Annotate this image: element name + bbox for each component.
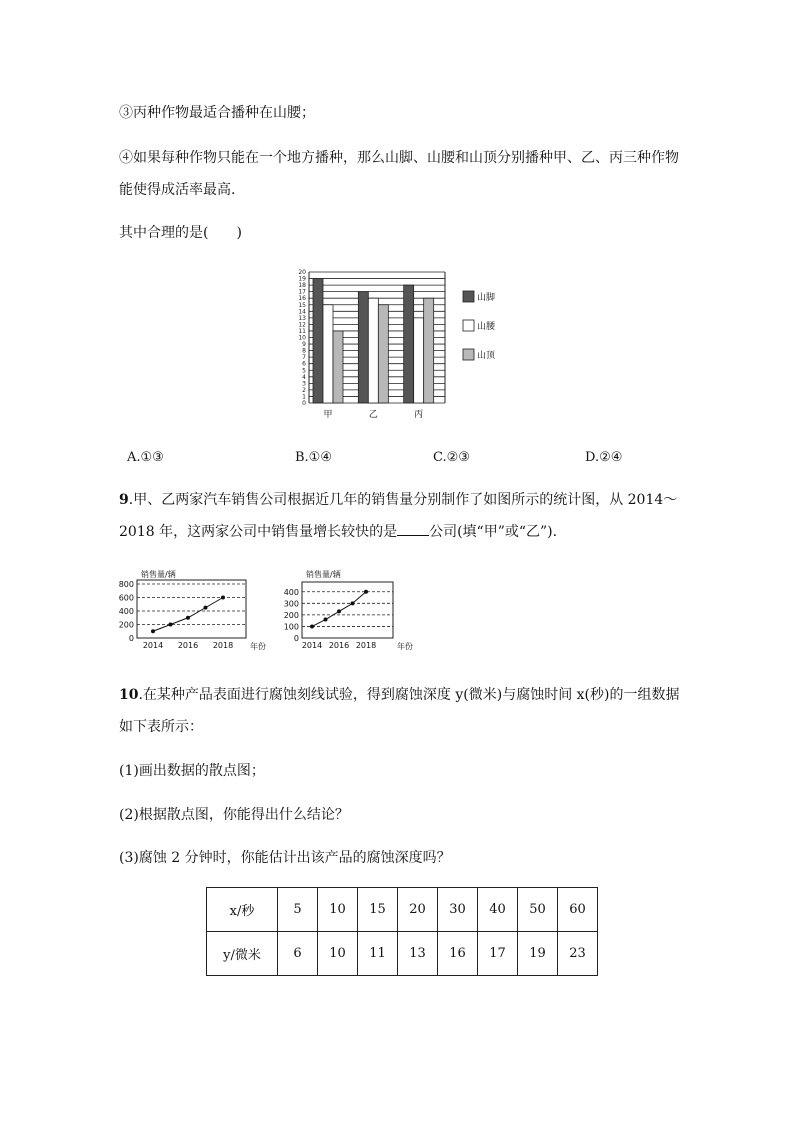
q9-text-1: .甲、乙两家汽车销售公司根据近几年的销售量分别制作了如图所示的统计图，从 2014～ xyxy=(128,492,678,508)
answer-blank[interactable] xyxy=(397,523,429,536)
x-category-label: 丙 xyxy=(414,410,424,420)
option-d[interactable]: D.②④ xyxy=(585,450,623,465)
cell-y: 19 xyxy=(518,932,558,976)
data-point xyxy=(364,590,368,594)
y-tick-label: 17 xyxy=(298,288,306,296)
y-tick-label: 12 xyxy=(298,321,306,329)
y-tick-label: 16 xyxy=(298,295,306,303)
y-tick-label: 15 xyxy=(298,301,306,309)
bar xyxy=(404,285,414,403)
sales-chart-company-b xyxy=(283,568,413,658)
y-tick-label: 800 xyxy=(118,580,134,589)
cell-x: 5 xyxy=(278,888,318,932)
y-tick-label: 13 xyxy=(298,314,306,322)
cell-x: 15 xyxy=(358,888,398,932)
bar xyxy=(378,305,388,403)
q10-sub3: (3)腐蚀 2 分钟时，你能估计出该产品的腐蚀深度吗？ xyxy=(119,850,451,866)
x-axis-title: 年份 xyxy=(250,642,266,651)
y-tick-label: 11 xyxy=(298,327,306,335)
legend-label: 山脚 xyxy=(477,293,496,303)
y-tick-label: 600 xyxy=(118,593,134,603)
q10-line1 xyxy=(119,685,680,705)
y-tick-label: 200 xyxy=(118,620,134,630)
data-point xyxy=(337,609,341,613)
y-axis-title: 销售量/辆 xyxy=(306,570,341,579)
option-b[interactable]: B.①④ xyxy=(295,450,332,465)
legend-swatch xyxy=(463,320,474,331)
series-line xyxy=(153,598,223,632)
cell-x: 10 xyxy=(318,888,358,932)
y-tick-label: 20 xyxy=(298,269,306,276)
row-label-y: y/微米 xyxy=(207,932,278,976)
q10-sub1: (1)画出数据的散点图； xyxy=(119,763,265,779)
table-row-y xyxy=(207,932,598,976)
x-tick-label: 2018 xyxy=(212,641,234,650)
y-tick-label: 6 xyxy=(302,360,306,368)
data-point xyxy=(324,618,328,622)
crop-survival-bar-chart xyxy=(288,265,518,425)
bar xyxy=(368,298,378,403)
q9-line1 xyxy=(119,490,677,510)
y-tick-label: 400 xyxy=(118,607,134,616)
data-point xyxy=(151,629,155,633)
bar xyxy=(323,305,333,403)
y-tick-label: 400 xyxy=(283,587,299,597)
y-tick-label: 300 xyxy=(283,599,299,609)
y-tick-label: 9 xyxy=(302,341,306,349)
y-tick-label: 0 xyxy=(293,634,299,643)
bar xyxy=(313,279,323,403)
y-tick-label: 2 xyxy=(302,386,306,394)
data-table xyxy=(206,887,598,976)
legend-swatch xyxy=(463,349,474,360)
cell-y: 10 xyxy=(318,932,358,976)
y-tick-label: 19 xyxy=(298,275,306,283)
cell-x: 40 xyxy=(478,888,518,932)
y-tick-label: 8 xyxy=(302,347,306,355)
q8-item-3: ③丙种作物最适合播种在山腰； xyxy=(119,105,315,121)
y-tick-label: 4 xyxy=(302,373,306,381)
data-point xyxy=(221,596,225,600)
table-row-x xyxy=(207,888,598,932)
y-axis-title: 销售量/辆 xyxy=(141,570,176,579)
x-tick-label: 2014 xyxy=(142,641,164,650)
x-tick-label: 2018 xyxy=(355,641,377,650)
bar xyxy=(414,318,424,403)
q9-number: 9 xyxy=(119,492,129,508)
y-tick-label: 5 xyxy=(302,367,306,375)
cell-x: 30 xyxy=(438,888,478,932)
bar xyxy=(424,298,434,403)
y-tick-label: 7 xyxy=(302,354,306,362)
y-tick-label: 0 xyxy=(128,634,134,643)
bar xyxy=(358,292,368,403)
q10-number: 10 xyxy=(119,687,139,703)
cell-y: 13 xyxy=(398,932,438,976)
q8-item-4-line1: ④如果每种作物只能在一个地方播种，那么山脚、山腰和山顶分别播种甲、乙、丙三种作物 xyxy=(119,150,679,166)
option-a[interactable]: A.①③ xyxy=(127,450,164,465)
data-point xyxy=(204,606,208,610)
cell-x: 50 xyxy=(518,888,558,932)
x-tick-label: 2014 xyxy=(301,641,323,650)
cell-y: 6 xyxy=(278,932,318,976)
q8-question: 其中合理的是( ) xyxy=(119,225,242,241)
y-tick-label: 100 xyxy=(283,622,299,632)
y-tick-label: 1 xyxy=(302,393,306,401)
q10-text-1: .在某种产品表面进行腐蚀刻线试验，得到腐蚀深度 y(微米)与腐蚀时间 x(秒)的一组数据 xyxy=(138,687,680,703)
q10-line2: 如下表所示： xyxy=(119,719,203,735)
y-tick-label: 10 xyxy=(298,334,306,342)
data-point xyxy=(351,601,355,605)
row-label-x: x/秒 xyxy=(207,888,278,932)
cell-y: 11 xyxy=(358,932,398,976)
legend-swatch xyxy=(463,291,474,302)
option-c[interactable]: C.②③ xyxy=(433,450,470,465)
sales-chart-company-a xyxy=(118,568,278,658)
data-point xyxy=(169,623,173,627)
cell-y: 23 xyxy=(558,932,598,976)
q9-line2 xyxy=(119,522,557,542)
y-tick-label: 18 xyxy=(298,282,306,290)
data-point xyxy=(186,616,190,620)
plot-frame xyxy=(302,582,393,638)
series-line xyxy=(312,592,366,627)
legend-label: 山腰 xyxy=(477,322,496,332)
y-tick-label: 200 xyxy=(283,610,299,620)
x-tick-label: 2016 xyxy=(328,641,350,650)
cell-y: 16 xyxy=(438,932,478,976)
q9-text-2b: 公司(填“甲”或“乙”). xyxy=(429,524,558,540)
cell-x: 60 xyxy=(558,888,598,932)
q8-item-4-line2: 能使得成活率最高. xyxy=(119,182,236,198)
q9-text-2a: 2018 年，这两家公司中销售量增长较快的是 xyxy=(119,524,398,540)
legend-label: 山顶 xyxy=(477,351,496,361)
data-point xyxy=(310,624,314,628)
x-category-label: 甲 xyxy=(323,410,333,420)
y-tick-label: 3 xyxy=(302,380,306,388)
cell-y: 17 xyxy=(478,932,518,976)
x-axis-title: 年份 xyxy=(397,642,413,651)
x-tick-label: 2016 xyxy=(177,641,199,650)
bar xyxy=(333,331,343,403)
y-tick-label: 0 xyxy=(302,400,306,407)
cell-x: 20 xyxy=(398,888,438,932)
y-tick-label: 14 xyxy=(298,308,306,316)
x-category-label: 乙 xyxy=(368,410,378,420)
q10-sub2: (2)根据散点图，你能得出什么结论？ xyxy=(119,807,349,823)
